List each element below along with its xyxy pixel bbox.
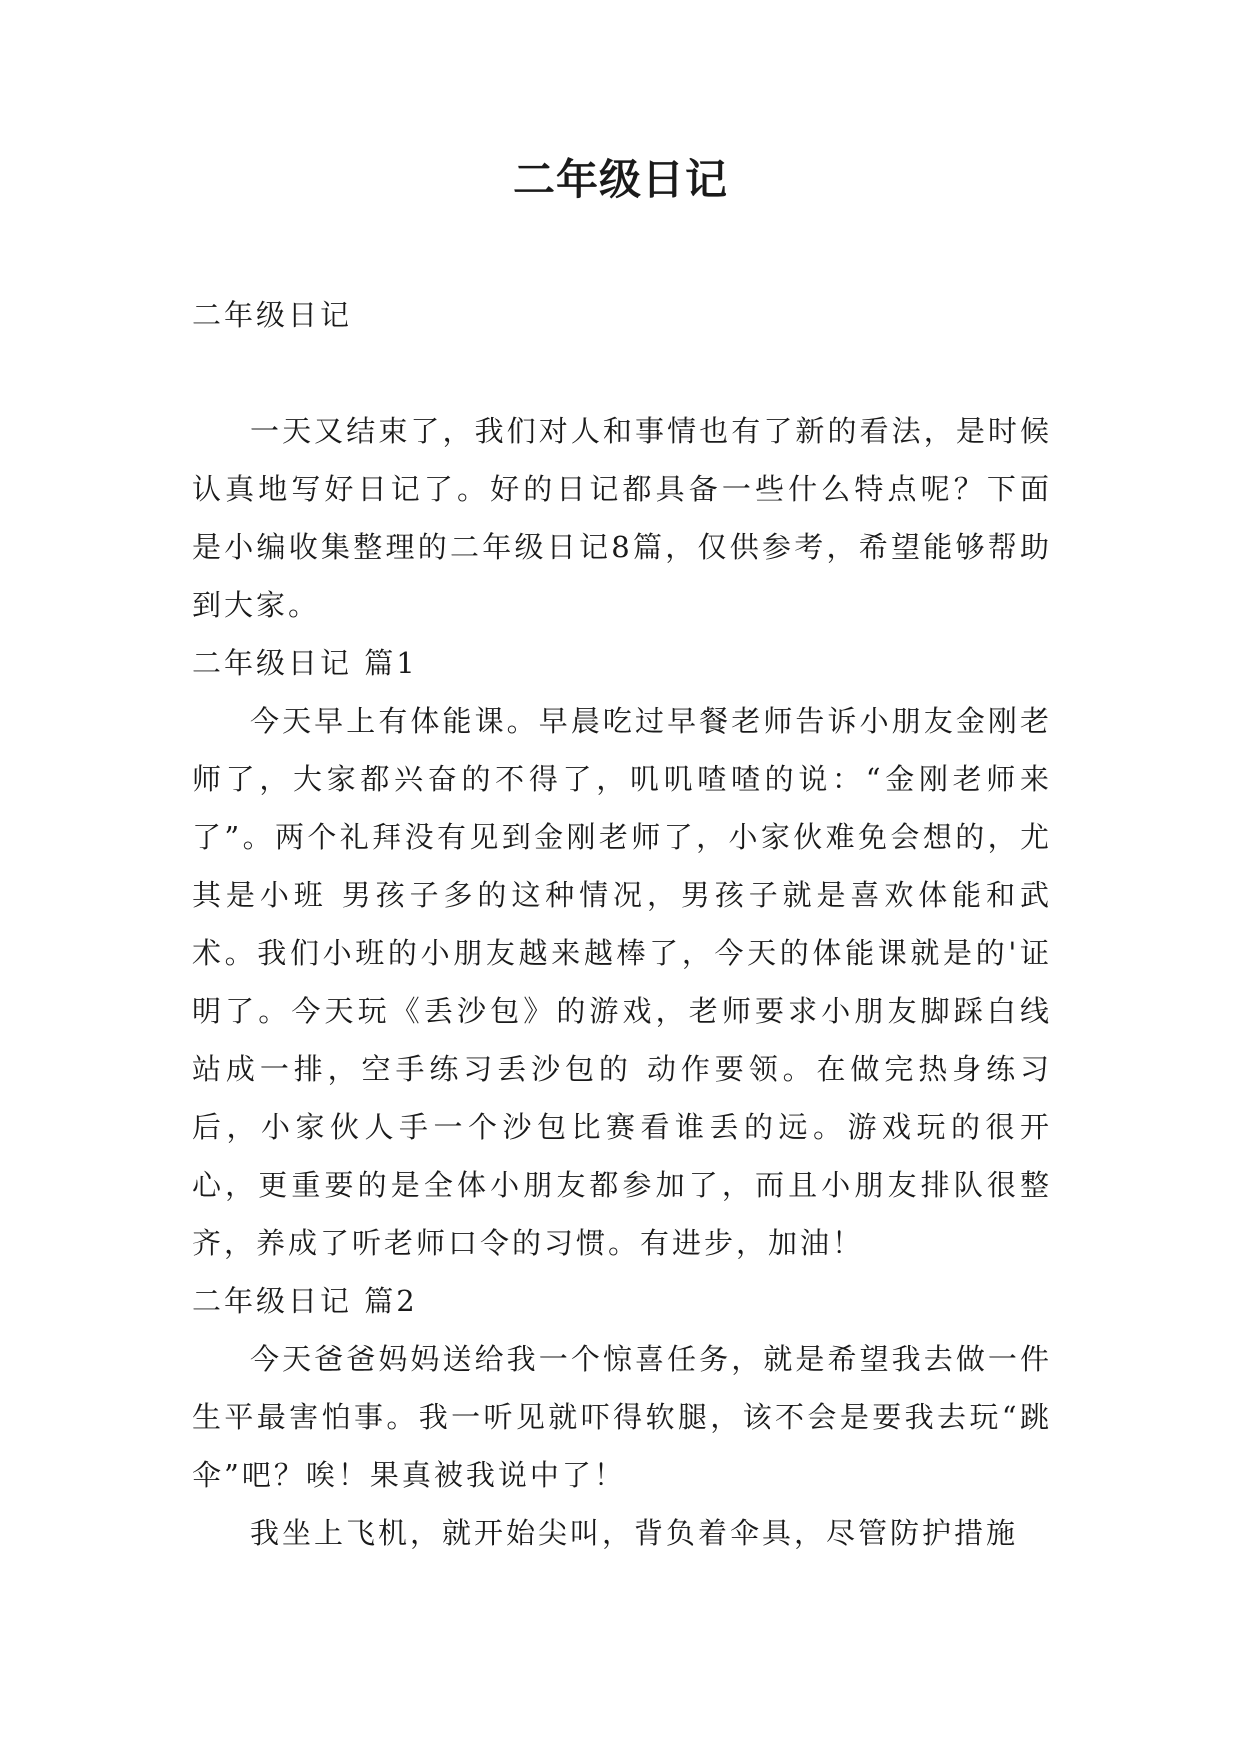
diary-section-2 <box>192 1272 1052 1562</box>
section-heading: 二年级日记 篇1 <box>192 646 418 680</box>
section-paragraph: 今天早上有体能课。早晨吃过早餐老师告诉小朋友金刚老师了，大家都兴奋的不得了，叽叽喳喳的说：“金刚老师来了”。两个礼拜没有见到金刚老师了，小家伙难免会想的，尤其是小班 男孩子多的这种情况，男孩子就是喜欢体能和武术。我们小班的小朋友越来越棒了，今天的体能课就是的'证明了。今天玩《丢沙包》的游戏，老师要求小朋友脚踩白线站成一排，空手练习丢沙包的 动作要领。在做完热身练习后，小家伙人手一个沙包比赛看谁丢的远。游戏玩的很开心，更重要的是全体小朋友都参加了，而且小朋友排队很整齐，养成了听老师口令的习惯。有进步，加油！ <box>192 704 1052 1260</box>
document-subtitle: 二年级日记 <box>192 298 353 332</box>
diary-section-1 <box>192 634 1052 1272</box>
document-title: 二年级日记 <box>512 155 728 204</box>
intro-paragraph: 一天又结束了，我们对人和事情也有了新的看法，是时候认真地写好日记了。好的日记都具备一些什么特点呢？下面是小编收集整理的二年级日记8篇，仅供参考，希望能够帮助到大家。 <box>192 414 1052 622</box>
section-paragraph: 今天爸爸妈妈送给我一个惊喜任务，就是希望我去做一件生平最害怕事。我一听见就吓得软腿，该不会是要我去玩“跳伞”吧？唉！果真被我说中了！ <box>192 1342 1052 1492</box>
section-paragraph: 我坐上飞机，就开始尖叫，背负着伞具，尽管防护措施 <box>250 1516 1019 1550</box>
document-body <box>192 286 1052 1562</box>
section-heading: 二年级日记 篇2 <box>192 1284 418 1318</box>
